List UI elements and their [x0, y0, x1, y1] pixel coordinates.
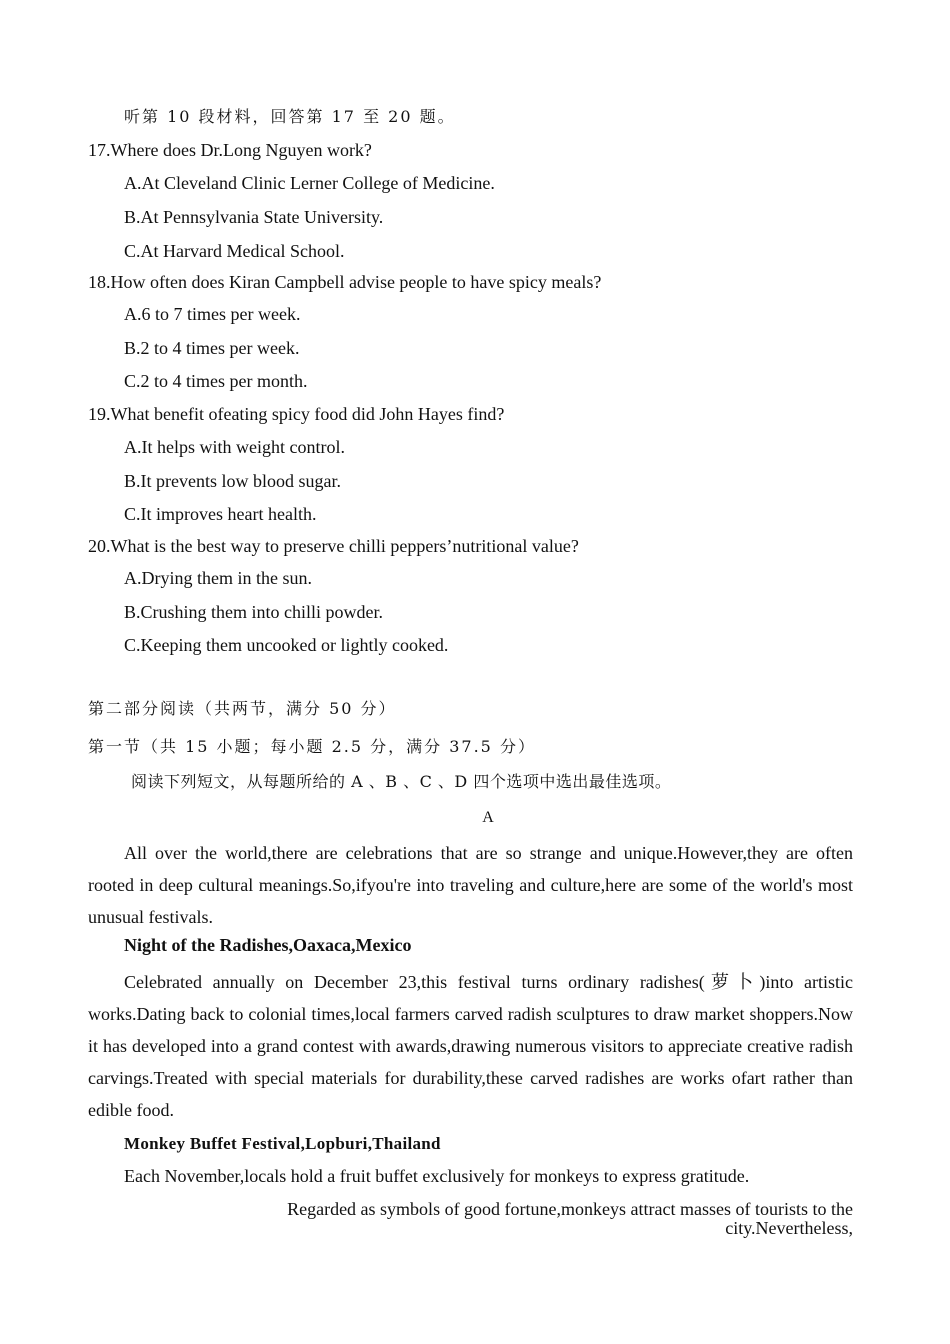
- question-19-option-c: C.It improves heart health.: [124, 504, 317, 524]
- festival-2-title: Monkey Buffet Festival,Lopburi,Thailand: [124, 1134, 441, 1153]
- question-17-stem: 17.Where does Dr.Long Nguyen work?: [88, 140, 372, 160]
- question-20-option-b: B.Crushing them into chilli powder.: [124, 602, 383, 622]
- festival-2-line-1: Each November,locals hold a fruit buffet exclusively for monkeys to express gratitude.: [124, 1166, 750, 1186]
- question-19-option-b: B.It prevents low blood sugar.: [124, 471, 341, 491]
- question-18-option-a: A.6 to 7 times per week.: [124, 304, 301, 324]
- passage-label: A: [482, 809, 494, 826]
- festival-2-continuation: [200, 1200, 853, 1238]
- question-18-option-c: C.2 to 4 times per month.: [124, 371, 308, 391]
- question-20-option-c: C.Keeping them uncooked or lightly cooked.: [124, 635, 449, 655]
- question-20-option-a: A.Drying them in the sun.: [124, 568, 312, 588]
- listening-instruction: 听第 10 段材料，回答第 17 至 20 题。: [124, 107, 456, 126]
- question-18-stem: 18.How often does Kiran Campbell advise people to have spicy meals?: [88, 272, 602, 292]
- question-19-option-a: A.It helps with weight control.: [124, 437, 345, 457]
- festival-1-paragraph: [88, 966, 853, 1126]
- passage-intro-text: All over the world,there are celebrations that are so strange and unique.However,they are often rooted in deep cultural meanings.So,ifyou're into traveling and culture,here are some of the world's most unusual festivals.: [88, 843, 853, 927]
- question-17-option-b: B.At Pennsylvania State University.: [124, 207, 384, 227]
- question-17-option-c: C.At Harvard Medical School.: [124, 241, 345, 261]
- question-20-stem: 20.What is the best way to preserve chilli peppers’nutritional value?: [88, 536, 579, 556]
- question-18-option-b: B.2 to 4 times per week.: [124, 338, 300, 358]
- question-19-stem: 19.What benefit ofeating spicy food did John Hayes find?: [88, 404, 505, 424]
- reading-part-title: 第二部分阅读（共两节，满分 50 分）: [88, 699, 397, 718]
- festival-1-text: Celebrated annually on December 23,this festival turns ordinary radishes(萝卜)into artistic works.Dating back to colonial times,local farmers carved radish sculptures to draw market shoppers.Now it has developed into a grand contest with awards,drawing numerous visitors to appreciate creative radish carvings.Treated with special materials for durability,these carved radishes are works ofart rather than edible food.: [88, 972, 853, 1120]
- festival-2-line-3: city.Nevertheless,: [725, 1218, 853, 1238]
- festival-1-title: Night of the Radishes,Oaxaca,Mexico: [124, 935, 412, 955]
- reading-section-title: 第一节（共 15 小题；每小题 2.5 分，满分 37.5 分）: [88, 737, 536, 756]
- festival-2-line-2: Regarded as symbols of good fortune,monkeys attract masses of tourists to the: [287, 1199, 853, 1219]
- passage-intro: [88, 837, 853, 933]
- question-17-option-a: A.At Cleveland Clinic Lerner College of Medicine.: [124, 173, 495, 193]
- reading-instruction: 阅读下列短文，从每题所给的 A 、B 、C 、D 四个选项中选出最佳选项。: [131, 772, 672, 791]
